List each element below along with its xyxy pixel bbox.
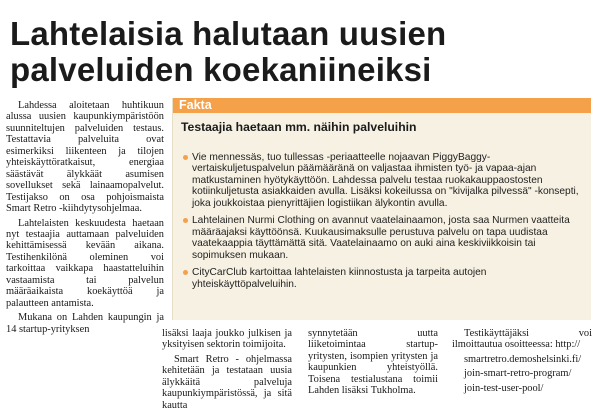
article-column-2	[162, 328, 292, 411]
signup-link-line: join-smart-retro-program/	[464, 368, 572, 380]
paragraph: Smart Retro - ohjelmassa kehitetään ja testataan uusia älykkäitä palveluja kaupunkiympäristössä, ja sitä kautta	[162, 353, 292, 411]
paragraph: Lahdessa aloitetaan huhtikuun alussa uusien kaupunkiympäristöön suunniteltujen palveluiden testaus. Testattavia palveluita ovat esimerkiksi liikenteen ja tilojen yhteiskäyttöratkaisut, energiaa säästävät älykkäät asumisen sovellukset sekä lainaamopalvelut. Testijakso on osa pohjoismaista Smart Retro -kiihdytysohjelmaa.	[6, 100, 164, 215]
bullet-icon	[183, 155, 188, 160]
headline: Lahtelaisia halutaan uusien palveluiden koekaniineiksi	[10, 15, 447, 88]
fact-box	[172, 98, 591, 320]
article-column-1	[6, 100, 164, 335]
list-item-text: Vie mennessäs, tuo tullessas -periaatteelle nojaavan PiggyBaggy-vertaiskuljetuspalvelun päämääränä on valjastaa ihmisten työ- ja vapaa-ajan matkustaminen hyötykäyttöön. Lahdessa palvelu testaa ruokakauppaostosten kotiinkuljetusta asiakkaiden avulla. Lisäksi kokeilussa on "kivijalka pilvessä" -konsepti, joka joukkoistaa pienyrittäjien logistiikan älykontin avulla.	[192, 152, 579, 209]
paragraph: synnytetään uutta liiketoimintaa startup-yritysten, isompien yritysten ja kaupunkien yhteistyöllä. Toisena testialustana toimii Lahden lisäksi Tukholma.	[308, 328, 438, 397]
list-item-text: CityCarClub kartoittaa lahtelaisten kiinnostusta ja tarpeita autojen yhteiskäyttöpalveluihin.	[192, 267, 487, 290]
fact-box-label: Fakta	[173, 98, 591, 113]
fact-box-title: Testaajia haetaan mm. näihin palveluihin	[181, 120, 417, 134]
list-item	[183, 267, 581, 290]
bullet-icon	[183, 270, 188, 275]
list-item	[183, 152, 581, 209]
signup-link-line: smartretro.demoshelsinki.fi/	[464, 353, 582, 365]
paragraph: lisäksi laaja joukko julkisen ja yksityisen sektorin toimijoita.	[162, 328, 292, 351]
list-item-text: Lahtelainen Nurmi Clothing on avannut vaatelainaamon, josta saa Nurmen vaatteita määräajaksi käyttöönsä. Kuukausimaksulle perustuva palvelu on tapa uudistaa vaatekaappia täyttämättä sitä. Vaatelainaamo on auki aina keskiviikkoisin tai sopimuksen mukaan.	[192, 215, 570, 261]
list-item	[183, 215, 581, 261]
signup-link-line: join-test-user-pool/	[464, 382, 544, 394]
paragraph: Mukana on Lahden kaupungin ja 14 startup-yrityksen	[6, 312, 164, 335]
article-column-3	[308, 328, 438, 397]
paragraph: Testikäyttäjäksi voi ilmoittautua osoitteessa: http://	[452, 328, 592, 351]
fact-list	[183, 152, 581, 296]
paragraph: Lahtelaisten keskuudesta haetaan nyt testaajia auttamaan palveluiden kehittämisessä kevään aikana. Testihenkilönä oleminen voi tarkoittaa vaikkapa haastatteluihin vastaamista tai palvelun määräaikaista koekäyttöä ja palautteen antamista.	[6, 217, 164, 309]
bullet-icon	[183, 218, 188, 223]
article-column-4	[452, 328, 592, 394]
